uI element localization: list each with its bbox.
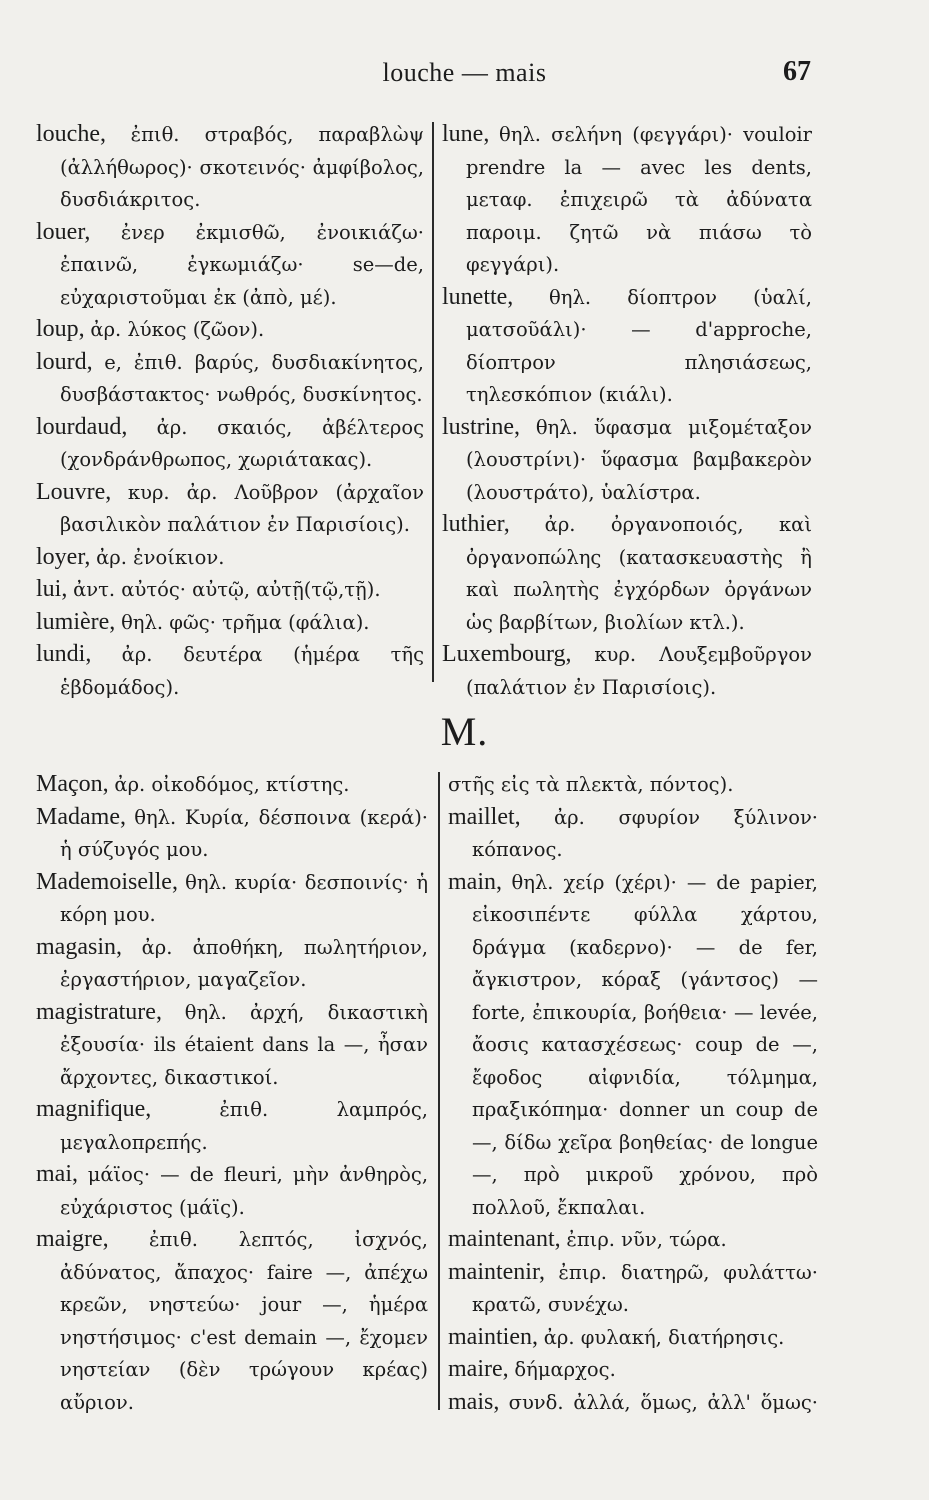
entry-headword: Mademoiselle, xyxy=(36,868,178,895)
running-head: louche — mais xyxy=(382,58,547,87)
entry-definition: ἀρ. λύκος (ζῶον). xyxy=(90,318,265,341)
entry-definition: ἐπιρ. διατηρῶ, φυλάττω· κρατῶ, συνέχω. xyxy=(472,1260,818,1316)
dictionary-entry xyxy=(36,638,424,698)
dictionary-entry xyxy=(442,281,812,411)
entry-definition: θηλ. χείρ (χέρι)· — de papier, εἰκοσιπέντε φύλλα χάρτου, δράγμα (καδερνο)· — de fer, ἄγκιστρον, κόραξ (γάντσος) — forte, ἐπικουρία, βοήθεια· — levée, ἄοσις κατασχέσεως· coup de —, ἔφοδος αἰφνιδία, τόλμημα, πραξικόπημα· donner un coup de —, δίδω χεῖρα βοηθείας· de longue —, πρὸ μικροῦ χρόνου, πρὸ πολλοῦ, ἔκπαλαι. xyxy=(472,870,818,1219)
entry-definition: θηλ. σελήνη (φεγγάρι)· vouloir prendre la — avec les dents, μεταφ. ἐπιχειρῶ τὰ ἀδύνατα παροιμ. ζητῶ νὰ πιάσω τὸ φεγγάρι). xyxy=(466,123,812,276)
dictionary-entry xyxy=(36,768,428,801)
entry-headword: luthier, xyxy=(442,511,510,537)
entry-headword: main, xyxy=(448,868,502,895)
dictionary-entry xyxy=(36,996,428,1094)
entry-headword: lourd, xyxy=(36,348,93,375)
column-top-right xyxy=(442,118,812,698)
entry-definition: ἐπιθ. στραβός, παραβλὼψ (ἀλλήθωρος)· σκοτεινός· ἀμφίβολος, δυσδιάκριτος. xyxy=(60,123,424,211)
entry-headword: lumière, xyxy=(36,608,116,635)
entry-definition: στῆς εἰς τὰ πλεκτὰ, πόντος). xyxy=(448,773,734,796)
entry-definition: ἀρ. οἰκοδόμος, κτίστης. xyxy=(114,773,350,796)
entry-headword: mai, xyxy=(36,1161,78,1187)
entry-definition: ἐπιρ. νῦν, τώρα. xyxy=(566,1228,727,1251)
entry-definition: ἀντ. αὐτός· αὐτῷ, αὐτῇ(τῷ,τῇ). xyxy=(73,578,381,601)
dictionary-entry xyxy=(442,508,812,638)
entry-definition: θηλ. κυρία· δεσποινίς· ἡ κόρη μου. xyxy=(60,870,428,926)
entry-headword: louer, xyxy=(36,218,91,245)
dictionary-entry xyxy=(36,573,424,606)
entry-definition: ἀρ. σφυρίον ξύλινον· κόπανος. xyxy=(472,805,818,861)
entry-headword: Louvre, xyxy=(36,478,112,505)
entry-definition: ἐπιθ. λεπτός, ἰσχνός, ἀδύνατος, ἄπαχος· faire —, ἀπέχω κρεῶν, νηστεύω· jour —, ἡμέρα νηστήσιμος· c'est demain —, ἔχομεν νηστείαν (δὲν τρώγουν κρέας) αὔριον. xyxy=(60,1228,428,1414)
dictionary-entry xyxy=(448,1256,818,1321)
dictionary-entry xyxy=(36,346,424,411)
entry-headword: loup, xyxy=(36,316,85,342)
dictionary-entry xyxy=(442,638,812,698)
entry-headword: lui, xyxy=(36,576,68,602)
entry-headword: louche, xyxy=(36,121,106,147)
dictionary-entry xyxy=(36,313,424,346)
dictionary-entry xyxy=(36,541,424,574)
column-divider-bottom xyxy=(438,772,440,1410)
entry-headword: lustrine, xyxy=(442,413,520,440)
entry-headword: lune, xyxy=(442,121,490,147)
entry-definition: e, ἐπιθ. βαρύς, δυσδιακίνητος, δυσβάστακτος· νωθρός, δυσκίνητος. xyxy=(60,350,424,406)
page-number: 67 xyxy=(783,56,811,87)
entry-headword: loyer, xyxy=(36,543,91,570)
entry-definition: θηλ. ὕφασμα μιξομέταξον (λουστρίνι)· ὕφασμα βαμβακερὸν (λουστράτο), ὑαλίστρα. xyxy=(466,415,812,504)
dictionary-entry xyxy=(36,801,428,866)
dictionary-entry xyxy=(442,118,812,281)
entry-definition: συνδ. ἀλλά, ὅμως, ἀλλ' ὅμως· xyxy=(508,1390,818,1414)
dictionary-entry xyxy=(36,216,424,314)
entry-definition: ἐνερ ἐκμισθῶ, ἐνοικιάζω· ἐπαινῶ, ἐγκωμιάζω· se—de, εὐχαριστοῦμαι ἐκ (ἀπὸ, μέ). xyxy=(60,220,424,309)
entry-definition: ἀρ. σκαιός, ἀβέλτερος (χονδράνθρωπος, χωριάτακας). xyxy=(60,415,424,471)
entry-headword: lourdaud, xyxy=(36,413,128,440)
entry-definition: ἀρ. δευτέρα (ἡμέρα τῆς ἑβδομάδος). xyxy=(60,643,424,698)
dictionary-entry xyxy=(448,801,818,866)
dictionary-entry xyxy=(36,411,424,476)
dictionary-entry xyxy=(448,866,818,1224)
entry-headword: lunette, xyxy=(442,283,514,310)
column-top-left xyxy=(36,118,424,698)
entry-definition: κυρ. Λουξεμβοῦργον (παλάτιον ἐν Παρισίοις). xyxy=(466,643,812,698)
dictionary-entry xyxy=(36,931,428,996)
entry-headword: Luxembourg, xyxy=(442,641,572,667)
entry-definition: θηλ. Κυρία, δέσποινα (κερά)· ἡ σύζυγός μου. xyxy=(60,805,428,861)
entry-definition: ἀρ. ἐνοίκιον. xyxy=(96,545,225,569)
entry-definition: ἀρ. ὀργανοποιός, καὶ ὀργανοπώλης (κατασκευαστὴς ἢ καὶ πωλητὴς ἐγχόρδων ὀργάνων ὡς βαρβίτων, βιολίων κτλ.). xyxy=(466,513,812,634)
dictionary-entry xyxy=(448,1386,818,1419)
entry-definition: μάϊος· — de fleuri, μὴν ἀνθηρὸς, εὐχάριστος (μάϊς). xyxy=(60,1163,428,1219)
dictionary-entry xyxy=(448,768,818,801)
entry-headword: maintenant, xyxy=(448,1226,561,1252)
entry-definition: ἐπιθ. λαμπρός, μεγαλοπρεπής. xyxy=(60,1098,428,1154)
dictionary-entry xyxy=(36,118,424,216)
dictionary-entry xyxy=(36,1093,428,1158)
entry-headword: lundi, xyxy=(36,641,92,667)
entry-headword: magnifique, xyxy=(36,1096,152,1122)
entry-headword: magistrature, xyxy=(36,998,162,1025)
entry-definition: θηλ. ἀρχή, δικαστικὴ ἐξουσία· ils étaient dans la —, ἦσαν ἄρχοντες, δικαστικοί. xyxy=(60,1000,428,1089)
entry-headword: maintenir, xyxy=(448,1258,546,1285)
dictionary-entry xyxy=(36,1223,428,1418)
entry-definition: θηλ. δίοπτρον (ὑαλί, ματσοῦάλι)· — d'approche, δίοπτρον πλησιάσεως, τηλεσκόπιον (κιάλι). xyxy=(466,285,812,406)
entry-definition: θηλ. φῶς· τρῆμα (φάλια). xyxy=(121,610,370,634)
entry-definition: ἀρ. ἀποθήκη, πωλητήριον, ἐργαστήριον, μαγαζεῖον. xyxy=(60,935,428,991)
entry-headword: Maçon, xyxy=(36,771,109,797)
dictionary-entry xyxy=(36,866,428,931)
entry-headword: maintien, xyxy=(448,1323,538,1350)
entry-definition: ἀρ. φυλακή, διατήρησις. xyxy=(543,1325,785,1349)
entry-headword: maigre, xyxy=(36,1226,109,1252)
dictionary-entry xyxy=(36,1158,428,1223)
entry-definition: κυρ. ἀρ. Λοῦβρον (ἀρχαῖον βασιλικὸν παλάτιον ἐν Παρισίοις). xyxy=(60,480,424,536)
entry-headword: Madame, xyxy=(36,803,126,830)
column-divider-top xyxy=(432,122,434,682)
entry-definition: δήμαρχος. xyxy=(514,1358,616,1381)
entry-headword: magasin, xyxy=(36,933,122,960)
column-bottom-right xyxy=(448,768,818,1418)
entry-headword: maillet, xyxy=(448,803,521,830)
dictionary-entry xyxy=(36,606,424,639)
dictionary-entry xyxy=(442,411,812,509)
section-letter: M. xyxy=(440,709,489,754)
dictionary-entry xyxy=(448,1223,818,1256)
column-bottom-left xyxy=(36,768,428,1418)
dictionary-entry xyxy=(448,1321,818,1354)
entry-headword: maire, xyxy=(448,1356,509,1382)
entry-headword: mais, xyxy=(448,1388,500,1415)
dictionary-entry xyxy=(36,476,424,541)
dictionary-entry xyxy=(448,1353,818,1386)
